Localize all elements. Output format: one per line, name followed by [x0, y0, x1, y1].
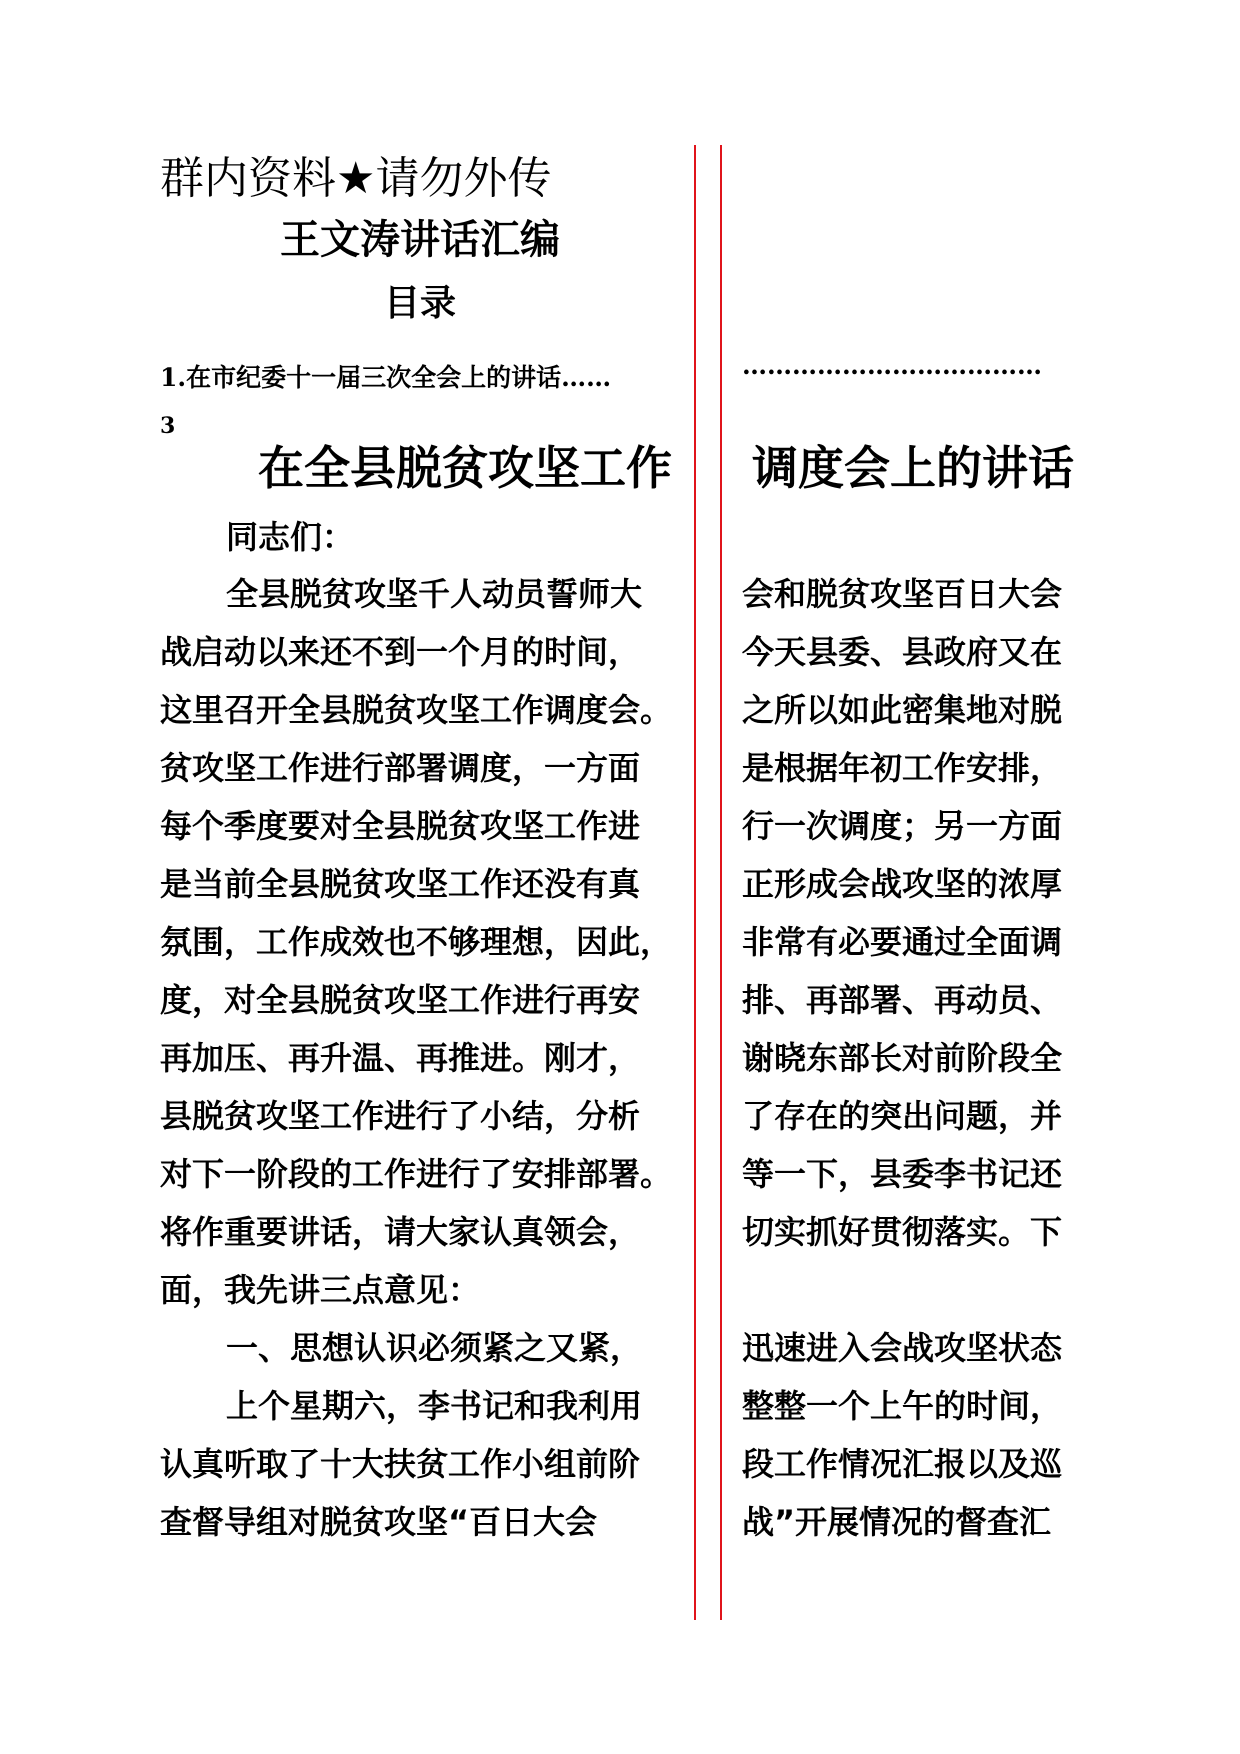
left-body-line: 这里召开全县脱贫攻坚工作调度会。 — [160, 691, 673, 729]
left-body-line: 将作重要讲话，请大家认真领会， — [160, 1213, 641, 1251]
right-body-line: 谢晓东部长对前阶段全 — [742, 1039, 1063, 1077]
left-body-line: 氛围，工作成效也不够理想，因此， — [160, 923, 673, 961]
right-body-line: 非常有必要通过全面调 — [742, 923, 1063, 961]
left-column-header — [160, 150, 680, 446]
right-body-line: 战”开展情况的督查汇 — [742, 1503, 1052, 1541]
left-body-line: 再加压、再升温、再推进。刚才， — [160, 1039, 641, 1077]
left-body-line: 每个季度要对全县脱贫攻坚工作进 — [160, 807, 641, 845]
toc-page-number: 3 — [160, 413, 176, 439]
right-body-line: 之所以如此密集地对脱 — [742, 691, 1063, 729]
document-title: 王文涛讲话汇编 — [280, 217, 560, 263]
right-body-line: 今天县委、县政府又在 — [742, 633, 1063, 671]
divider-line-right — [720, 145, 722, 1620]
left-body-line: 认真听取了十大扶贫工作小组前阶 — [160, 1445, 641, 1483]
left-body-line: 战启动以来还不到一个月的时间， — [160, 633, 641, 671]
right-body-line: 整整一个上午的时间， — [742, 1387, 1063, 1425]
right-body-line: 行一次调度；另一方面 — [742, 807, 1063, 845]
left-body-line: 是当前全县脱贫攻坚工作还没有真 — [160, 865, 641, 903]
left-body-line: 面，我先讲三点意见： — [160, 1271, 481, 1309]
left-body-line: 度，对全县脱贫攻坚工作进行再安 — [160, 981, 641, 1019]
confidential-note: 群内资料★请勿外传 — [160, 153, 552, 204]
right-body-line: 段工作情况汇报以及巡 — [742, 1445, 1063, 1483]
right-body-line: 切实抓好贯彻落实。下 — [742, 1213, 1063, 1251]
speech-title-part-1: 在全县脱贫攻坚工作 — [258, 441, 672, 495]
left-body-line: 对下一阶段的工作进行了安排部署。 — [160, 1155, 673, 1193]
left-body-line: 上个星期六，李书记和我利用 — [226, 1387, 643, 1425]
left-body-line: 查督导组对脱贫攻坚“百日大会 — [160, 1503, 598, 1541]
salutation: 同志们： — [226, 518, 355, 556]
toc-title: 目录 — [383, 283, 456, 324]
divider-line-left — [694, 145, 696, 1620]
left-body-line: 县脱贫攻坚工作进行了小结，分析 — [160, 1097, 641, 1135]
left-body-line: 一、思想认识必须紧之又紧， — [226, 1329, 643, 1367]
right-body-line: 会和脱贫攻坚百日大会 — [742, 575, 1063, 613]
right-body-line: 是根据年初工作安排， — [742, 749, 1063, 787]
right-body-line: 了存在的突出问题，并 — [742, 1097, 1063, 1135]
right-body-line: 排、再部署、再动员、 — [742, 981, 1063, 1019]
toc-leader-dots: ……………………………… — [742, 351, 1042, 380]
toc-entry[interactable]: 1.在市纪委十一届三次全会上的讲话…… — [160, 363, 612, 392]
speech-title-part-2: 调度会上的讲话 — [752, 441, 1074, 495]
left-body-line: 全县脱贫攻坚千人动员誓师大 — [226, 575, 643, 613]
right-body-line: 等一下，县委李书记还 — [742, 1155, 1063, 1193]
left-body-line: 贫攻坚工作进行部署调度，一方面 — [160, 749, 641, 787]
right-body-line: 正形成会战攻坚的浓厚 — [742, 865, 1063, 903]
right-body-line: 迅速进入会战攻坚状态 — [742, 1329, 1063, 1367]
